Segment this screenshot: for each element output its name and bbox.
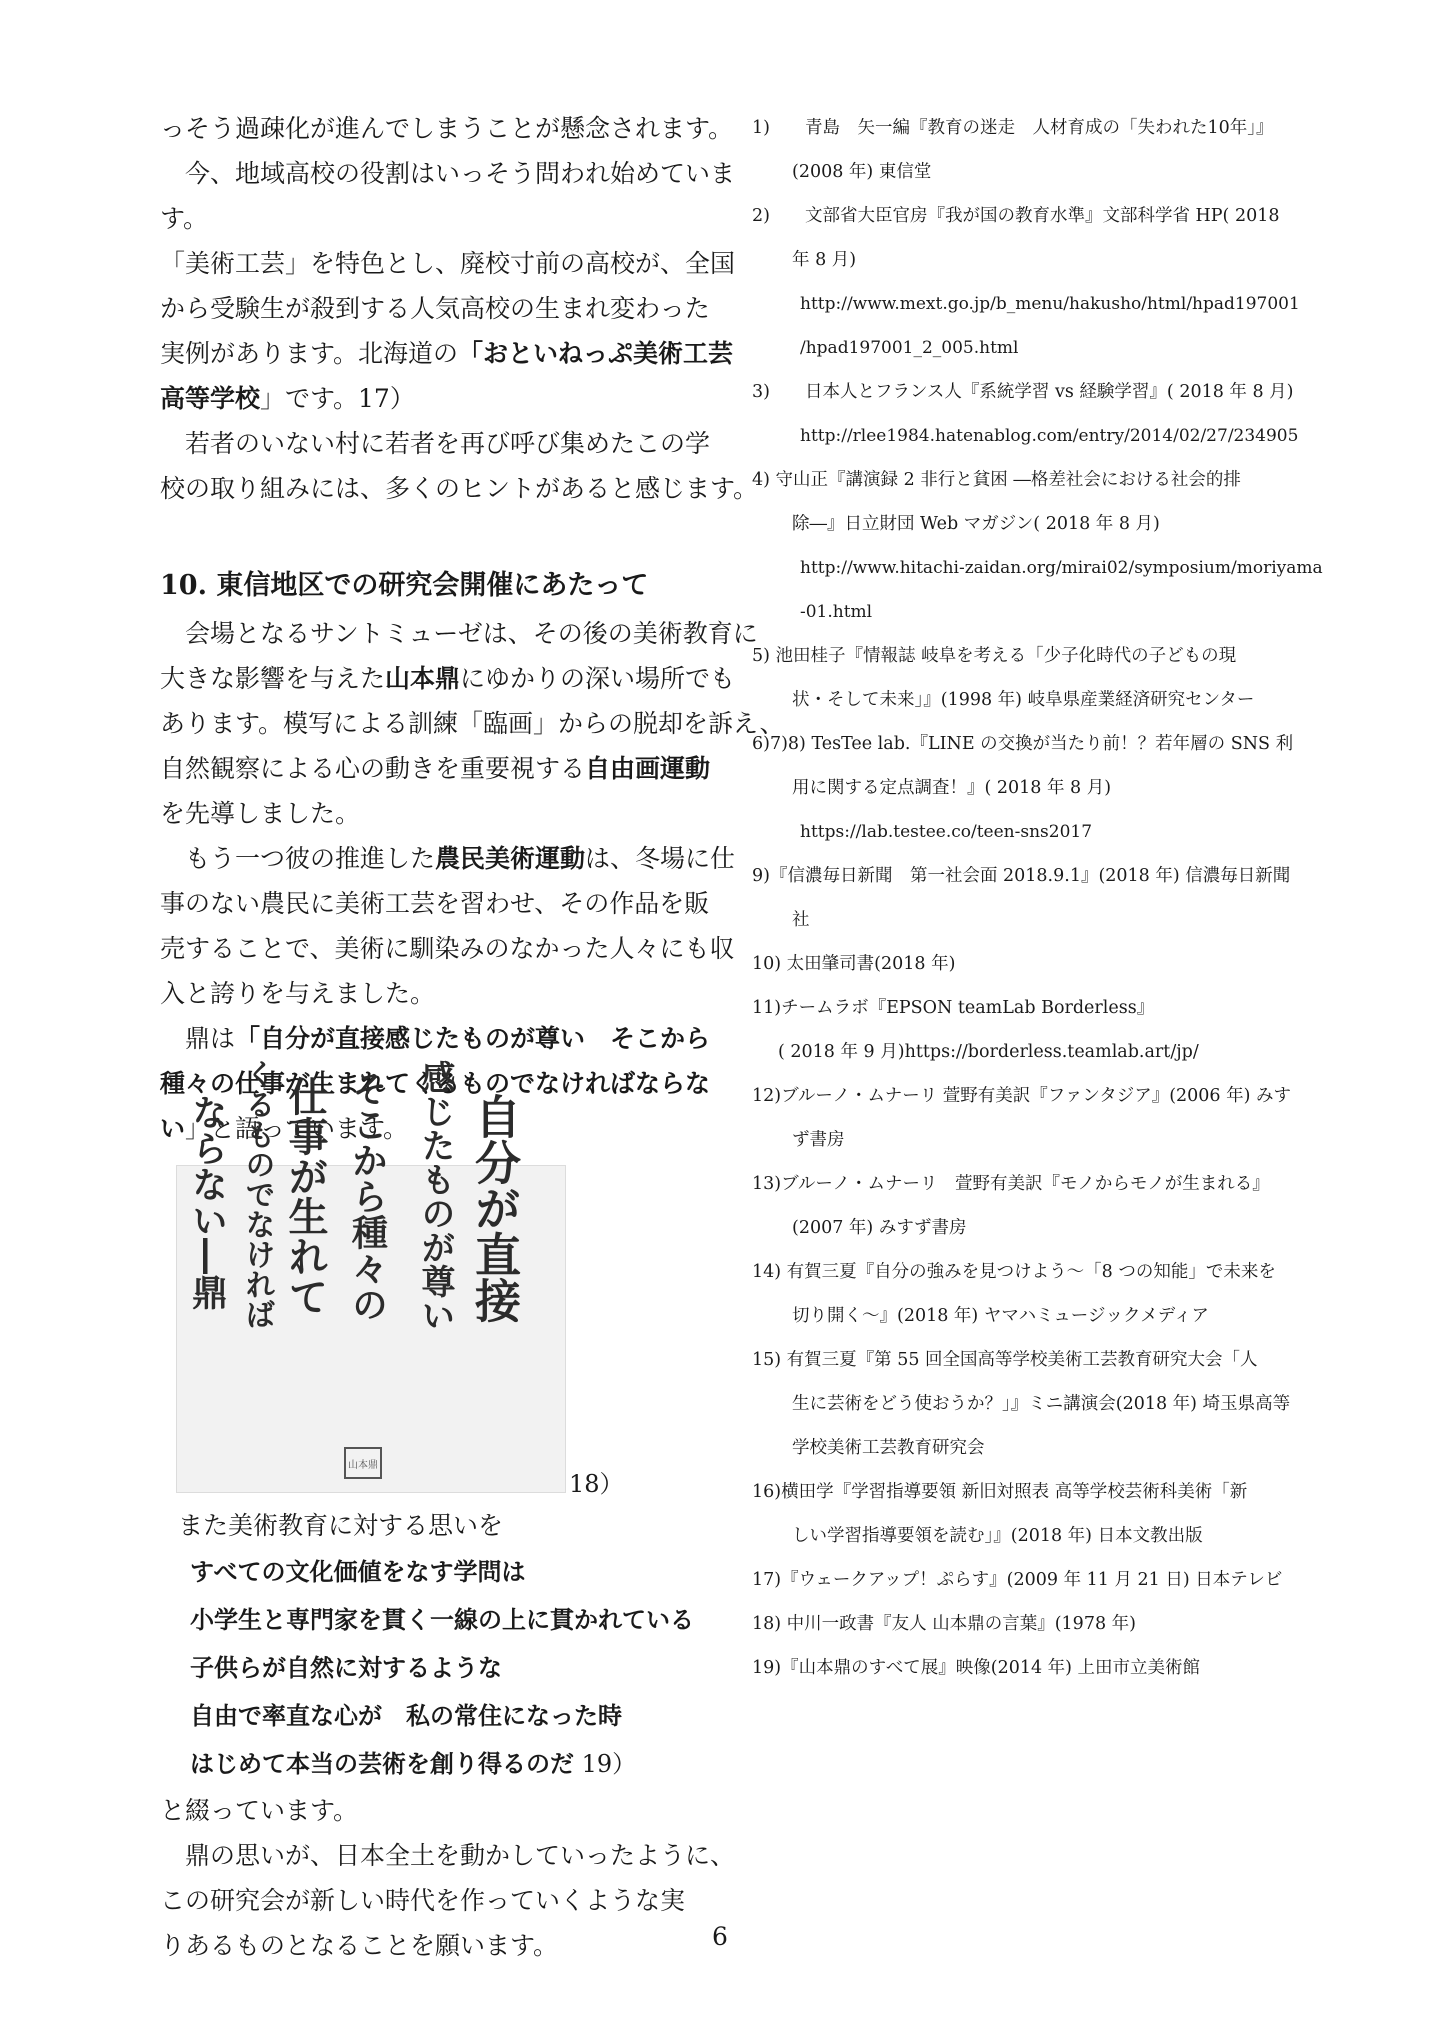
reference-line: 11)チームラボ『EPSON teamLab Borderless』	[752, 998, 1155, 1018]
poem-line: 小学生と専門家を貫く一線の上に貫かれている	[190, 1606, 694, 1634]
reference-line: 用に関する定点調査！』( 2018 年 8 月)	[792, 778, 1112, 798]
calligraphy-column: ならない―鼎	[186, 1094, 228, 1310]
reference-line: 5) 池田桂子『情報誌 岐阜を考える「少子化時代の子どもの現	[752, 646, 1237, 666]
reference-line[interactable]: http://rlee1984.hatenablog.com/entry/2014/02/27/234905	[800, 426, 1299, 446]
reference-line: 18) 中川一政書『友人 山本鼎の言葉』(1978 年)	[752, 1614, 1136, 1634]
paragraph-line: 事のない農民に美術工芸を習わせ、その作品を販	[160, 889, 710, 918]
reference-line: (2007 年) みすず書房	[792, 1218, 967, 1238]
poem-reference: 19）	[574, 1750, 637, 1778]
paragraph-line: 今、地域高校の役割はいっそう問われ始めていま	[185, 159, 736, 188]
paragraph-line: す。	[160, 204, 209, 233]
reference-line: 除―』日立財団 Web マガジン( 2018 年 8 月)	[792, 514, 1160, 534]
paragraph-line: この研究会が新しい時代を作っていくような実	[160, 1886, 686, 1915]
paragraph-line: あります。模写による訓練「臨画」からの脱却を訴え、	[160, 709, 785, 738]
poem-block	[160, 1548, 720, 1788]
paragraph-line: っそう過疎化が進んでしまうことが懸念されます。	[160, 114, 734, 143]
reference-line: 1) 青島 矢一編『教育の迷走 人材育成の「失われた10年」』	[752, 118, 1274, 138]
paragraph-line: 自然観察による心の動きを重要視する自由画運動	[160, 754, 711, 783]
reference-line: 年 8 月)	[792, 250, 857, 270]
term-emphasis: 自由画運動	[585, 754, 711, 783]
reference-line: 3) 日本人とフランス人『系統学習 vs 経験学習』( 2018 年 8 月)	[752, 382, 1294, 402]
poem-line: 自由で率直な心が 私の常住になった時	[190, 1702, 622, 1730]
reference-line: ( 2018 年 9 月)https://borderless.teamlab.art/jp/	[778, 1042, 1199, 1062]
quote-emphasis: 「自分が直接感じたものが尊い そこから	[235, 1024, 711, 1053]
paragraph-line: 若者のいない村に若者を再び呼び集めたこの学	[185, 429, 711, 458]
reference-line: ず書房	[792, 1130, 845, 1150]
body-column	[160, 106, 785, 1968]
reference-line: 17)『ウェークアップ！ぷらす』(2009 年 11 月 21 日) 日本テレビ	[752, 1570, 1283, 1590]
reference-line: 切り開く～』(2018 年) ヤマハミュージックメディア	[792, 1306, 1209, 1326]
paragraph-line: 鼎は「自分が直接感じたものが尊い そこから	[185, 1024, 711, 1053]
paragraph-line: もう一つ彼の推進した農民美術運動は、冬場に仕	[185, 844, 736, 873]
reference-line: 12)ブルーノ・ムナーリ 萱野有美訳『ファンタジア』(2006 年) みす	[752, 1086, 1292, 1106]
paragraph-line: 「美術工芸」を特色とし、廃校寸前の高校が、全国	[160, 249, 736, 278]
reference-line: 15) 有賀三夏『第 55 回全国高等学校美術工芸教育研究大会「人	[752, 1350, 1258, 1370]
reference-line: 19)『山本鼎のすべて展』映像(2014 年) 上田市立美術館	[752, 1658, 1201, 1678]
paragraph-line: 会場となるサントミューゼは、その後の美術教育に	[185, 619, 758, 648]
paragraph-line: 大きな影響を与えた山本鼎にゆかりの深い場所でも	[160, 664, 736, 693]
calligraphy-column: 感じたものが尊い	[415, 1060, 455, 1332]
figure-reference: 18）	[569, 1470, 624, 1498]
quote-emphasis: い	[160, 1114, 186, 1143]
calligraphy-column: くるものでなければ	[239, 1059, 275, 1329]
poem-line: すべての文化価値をなす学問は	[190, 1558, 526, 1586]
reference-line: 13)ブルーノ・ムナーリ 萱野有美訳『モノからモノが生まれる』	[752, 1174, 1270, 1194]
term-emphasis: 農民美術運動	[435, 844, 586, 873]
school-name-emphasis: 高等学校	[160, 384, 261, 413]
poem-line: はじめて本当の芸術を創り得るのだ 19）	[190, 1750, 637, 1778]
reference-line[interactable]: -01.html	[800, 602, 873, 622]
paragraph-line: 鼎の思いが、日本全土を動かしていったように、	[185, 1841, 736, 1870]
reference-line: 2) 文部省大臣官房『我が国の教育水準』文部科学省 HP( 2018	[752, 206, 1280, 226]
paragraph-line: と綴っています。	[160, 1796, 359, 1825]
paragraph-line: 売することで、美術に馴染みのなかった人々にも収	[160, 934, 735, 963]
reference-line[interactable]: https://lab.testee.co/teen-sns2017	[800, 822, 1093, 842]
reference-line: 状・そして未来」』(1998 年) 岐阜県産業経済研究センター	[792, 690, 1255, 710]
paragraph-line: から受験生が殺到する人気高校の生まれ変わった	[160, 294, 710, 323]
reference-line: (2008 年) 東信堂	[792, 162, 932, 182]
reference-line: 9)『信濃毎日新聞 第一社会面 2018.9.1』(2018 年) 信濃毎日新聞	[752, 866, 1291, 886]
paragraph-line: い」と語っています。	[160, 1114, 409, 1143]
reference-line: 14) 有賀三夏『自分の強みを見つけよう～「8 つの知能」で未来を	[752, 1262, 1276, 1282]
paragraph-line: 入と誇りを与えました。	[160, 979, 436, 1008]
calligraphy-column: そこから種々の	[346, 1070, 388, 1322]
reference-line[interactable]: http://www.hitachi-zaidan.org/mirai02/symposium/moriyama	[800, 558, 1323, 578]
name-emphasis: 山本鼎	[385, 664, 461, 693]
references-column	[752, 106, 1323, 1690]
quote-emphasis: 種々の仕事が生まれてくるものでなければならな	[160, 1069, 711, 1098]
reference-line: 4) 守山正『講演録 2 非行と貧困 ―格差社会における社会的排	[752, 470, 1241, 490]
reference-line: 学校美術工芸教育研究会	[792, 1438, 985, 1458]
paragraph-line: 高等学校」です。17）	[160, 384, 415, 413]
reference-line: 10) 太田肇司書(2018 年)	[752, 954, 956, 974]
reference-line: 6)7)8) TesTee lab.『LINE の交換が当たり前！？若年層の SNS 利	[752, 734, 1294, 754]
calligraphy-column: 自分が直接	[468, 1093, 522, 1323]
paragraph-line: また美術教育に対する思いを	[178, 1511, 504, 1540]
reference-line: 16)横田学『学習指導要領 新旧対照表 高等学校芸術科美術「新	[752, 1482, 1248, 1502]
reference-line[interactable]: http://www.mext.go.jp/b_menu/hakusho/html/hpad197001	[800, 294, 1300, 314]
reference-line: 生に芸術をどう使おうか？」』ミニ講演会(2018 年) 埼玉県高等	[792, 1394, 1291, 1414]
paragraph-line: を先導しました。	[160, 799, 361, 828]
section-heading: 10. 東信地区での研究会開催にあたって	[160, 570, 649, 601]
school-name-emphasis: 「おといねっぷ美術工芸	[458, 339, 734, 368]
paragraph-line: りあるものとなることを願います。	[160, 1931, 559, 1960]
seal-text: 山本鼎	[348, 1460, 378, 1471]
paragraph-line: 校の取り組みには、多くのヒントがあると感じます。	[160, 474, 759, 503]
calligraphy-column: 仕事が生れて	[282, 1076, 328, 1316]
reference-line: 社	[792, 910, 810, 930]
paragraph-line: 実例があります。北海道の「おといねっぷ美術工芸	[160, 339, 734, 368]
reference-line[interactable]: /hpad197001_2_005.html	[800, 338, 1019, 358]
reference-line: しい学習指導要領を読む」』(2018 年) 日本文教出版	[792, 1526, 1203, 1546]
poem-line: 子供らが自然に対するような	[190, 1654, 502, 1682]
page-number: 6	[712, 1922, 728, 1951]
